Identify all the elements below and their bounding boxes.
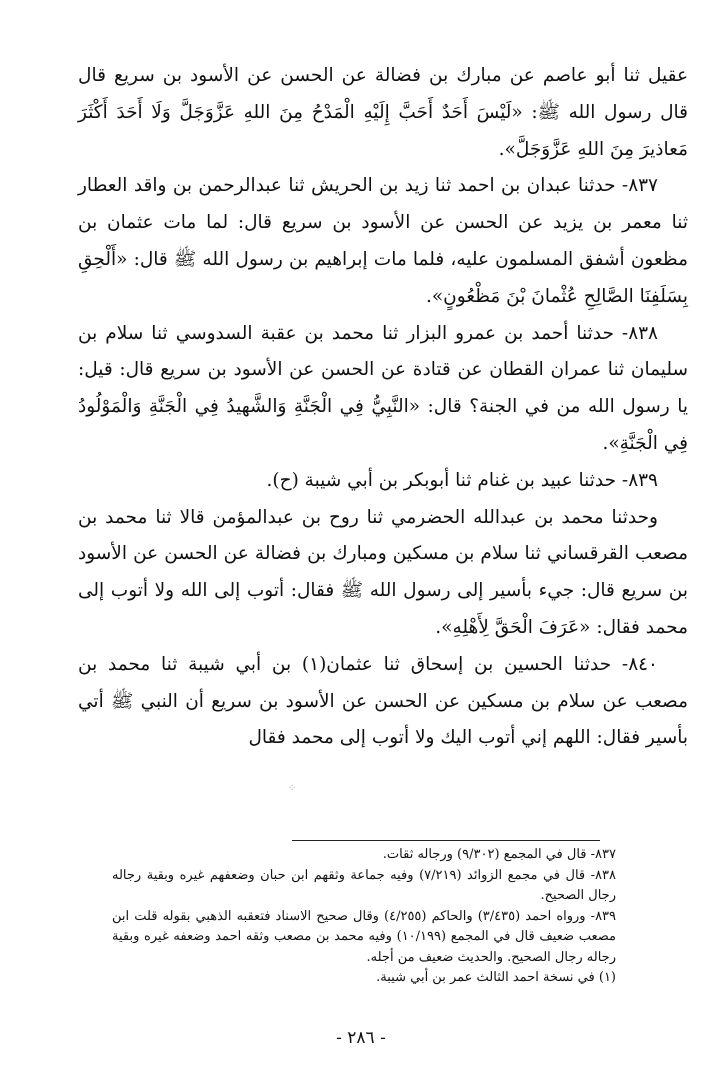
paragraph-839: ٨٣٩- حدثنا عبيد بن غنام ثنا أبوبكر بن أبي شيبة (ح).: [266, 469, 658, 491]
paragraph-836-end: عقيل ثنا أبو عاصم عن مبارك بن فضالة عن الحسن عن الأسود بن سريع قال قال رسول الله ﷺ: «لَيْسَ أَحَدٌ أَحَبَّ إِلَيْهِ الْمَدْحُ مِنَ اللهِ عَزَّوَجَلَّ وَلَا أَحَدَ أَكْثَرَ مَعاذيرَ مِنَ اللهِ عَزَّوَجَلَّ».: [78, 65, 688, 160]
paragraph-839-continued: وحدثنا محمد بن عبدالله الحضرمي ثنا روح بن عبدالمؤمن قالا ثنا محمد بن مصعب القرقساني ثنا سلام بن مسكين ومبارك بن فضالة عن الحسن عن الأسود بن سريع قال: جيء بأسير إلى رسول الله ﷺ فقال: أتوب إلى الله ولا أتوب إلى محمد فقال: «عَرَفَ الْحَقَّ لِأَهْلِهِ».: [78, 506, 688, 638]
paragraph-840: ٨٤٠- حدثنا الحسين بن إسحاق ثنا عثمان(١) بن أبي شيبة ثنا محمد بن مصعب عن سلام بن مسكين عن الحسن عن الأسود بن سريع أن النبي ﷺ أتي بأسير فقال: اللهم إني أتوب اليك ولا أتوب إلى محمد فقال: [78, 653, 688, 749]
paragraph-838: ٨٣٨- حدثنا أحمد بن عمرو البزار ثنا محمد بن عقبة السدوسي ثنا سلام بن سليمان ثنا عمران القطان عن قتادة عن الحسن عن الأسود بن سريع قال: قيل: يا رسول الله من في الجنة؟ قال: «النَّبِيُّ فِي الْجَنَّةِ وَالشَّهيدُ فِي الْجَنَّةِ وَالْمَوْلُودُ فِي الْجَنَّةِ».: [78, 322, 688, 454]
footnote-838: ٨٣٨- قال في مجمع الزوائد (٧/٢١٩) وفيه جماعة وثقهم ابن حبان وضعفهم غيره وبقية رجاله رجال الصحيح.: [112, 867, 616, 903]
page-number: - ٢٨٦ -: [336, 1028, 386, 1048]
stray-ink-mark: ⁘: [288, 783, 297, 794]
footnotes: [112, 845, 616, 989]
main-text: [78, 58, 688, 757]
footnote-divider: [292, 840, 600, 841]
footnote-837: ٨٣٧- قال في المجمع (٩/٣٠٢) ورجاله ثقات.: [382, 847, 616, 862]
footnote-1: (١) في نسخة احمد الثالث عمر بن أبي شيبة.: [376, 970, 616, 985]
footnote-839: ٨٣٩- ورواه احمد (٣/٤٣٥) والحاكم (٤/٢٥٥) وقال صحيح الاسناد فتعقبه الذهبي بقوله قلت ابن مصعب ضعيف قال في المجمع (١٠/١٩٩) وفيه محمد بن مصعب وثقه احمد وضعفه غيره وبقية رجاله رجال الصحيح. والحديث ضعيف من أجله.: [112, 908, 617, 965]
paragraph-837: ٨٣٧- حدثنا عبدان بن احمد ثنا زيد بن الحريش ثنا عبدالرحمن بن واقد العطار ثنا معمر بن يزيد عن الحسن عن الأسود بن سريع قال: لما مات عثمان بن مظعون أشفق المسلمون عليه، فلما مات إبراهيم بن رسول الله ﷺ قال: «أَلْحِقِ بِسَلَفِنَا الصَّالِحِ عُثْمانَ بْنَ مَظْعُونٍ».: [78, 175, 688, 307]
